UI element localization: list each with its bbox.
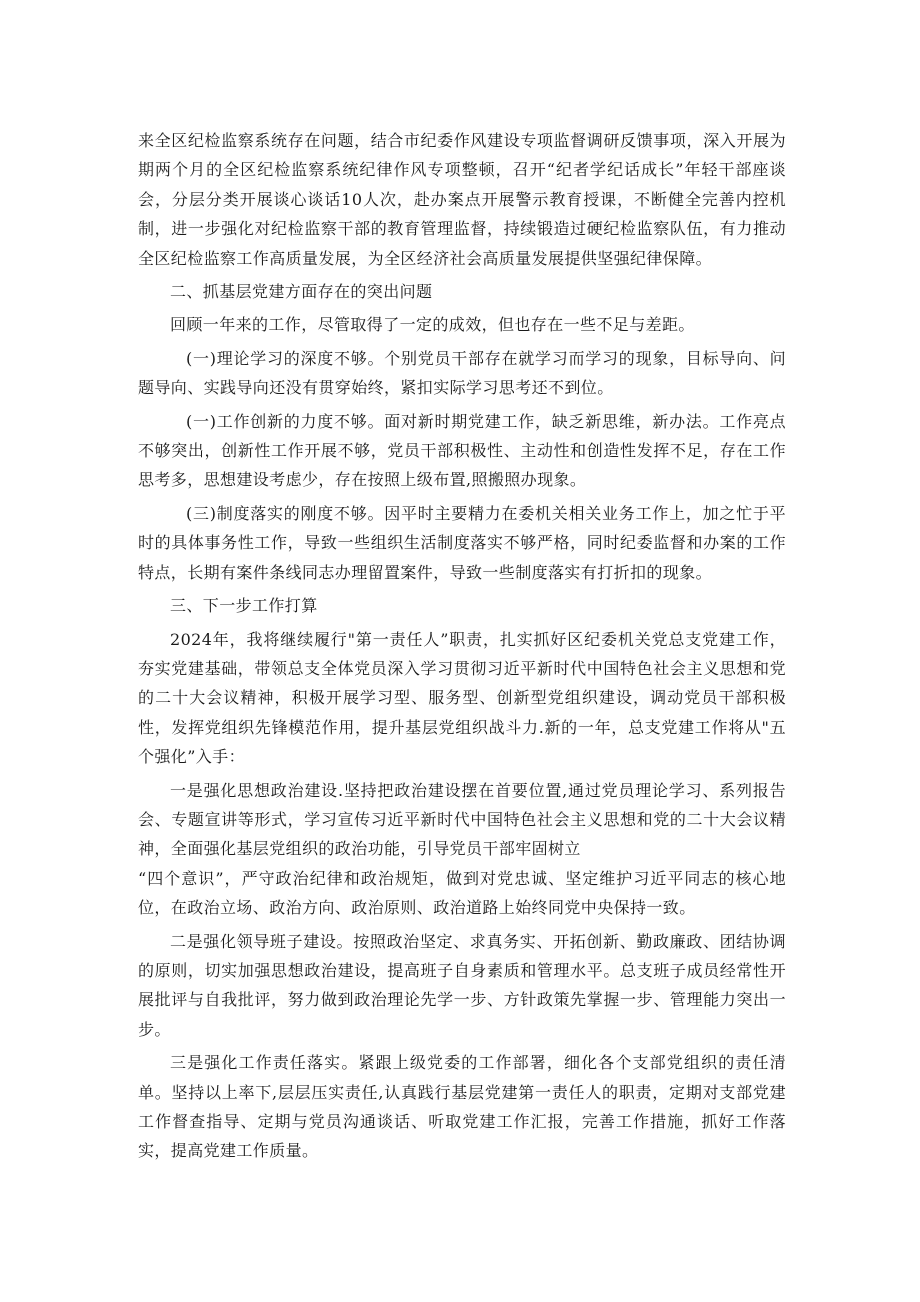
paragraph-plan-1: 一是强化思想政治建设.坚持把政治建设摆在首要位置,通过党员理论学习、系列报告会、专题宣讲等形式，学习宣传习近平新时代中国特色社会主义思想和党的二十大会议精神，全面强化基层党组织的政治功能，引导党员干部牢固树立 [138, 780, 786, 859]
paragraph-continued: 来全区纪检监察系统存在问题，结合市纪委作风建设专项监督调研反馈事项，深入开展为期两个月的全区纪检监察系统纪律作风专项整顿，召开“纪者学纪话成长”年轻干部座谈会，分层分类开展谈心谈话10人次，赴办案点开展警示教育授课，不断健全完善内控机制，进一步强化对纪检监察干部的教育管理监督，持续锻造过硬纪检监察队伍，有力推动全区纪检监察工作高质量发展，为全区经济社会高质量发展提供坚强纪律保障。 [138, 131, 786, 268]
document-body [138, 126, 786, 1166]
paragraph-issue-3: (三)制度落实的刚度不够。因平时主要精力在委机关相关业务工作上，加之忙于平时的具体事务性工作，导致一些组织生活制度落实不够严格，同时纪委监督和办案的工作特点，长期有案件条线同志办理留置案件，导致一些制度落实有打折扣的现象。 [138, 503, 786, 582]
section-heading-3: 三、下一步工作打算 [170, 596, 318, 616]
paragraph-issue-2: (一)工作创新的力度不够。面对新时期党建工作，缺乏新思维，新办法。工作亮点不够突出，创新性工作开展不够，党员干部积极性、主动性和创造性发挥不足，存在工作思考多，思想建设考虑少，存在按照上级布置,照搬照办现象。 [138, 411, 786, 490]
paragraph-plan-intro: 2024年，我将继续履行"第一责任人”职责，扎实抓好区纪委机关党总支党建工作，夯实党建基础，带领总支全体党员深入学习贯彻习近平新时代中国特色社会主义思想和党的二十大会议精神，积极开展学习型、服务型、创新型党组织建设，调动党员干部积极性，发挥党组织先锋模范作用，提升基层党组织战斗力.新的一年，总支党建工作将从"五个强化”入手： [138, 629, 786, 767]
paragraph-issue-1: (一)理论学习的深度不够。个别党员干部存在就学习而学习的现象，目标导向、问题导向、实践导向还没有贯穿始终，紧扣实际学习思考还不到位。 [138, 348, 786, 398]
paragraph-plan-3: 三是强化工作责任落实。紧跟上级党委的工作部署，细化各个支部党组织的责任清单。坚持以上率下,层层压实责任,认真践行基层党建第一责任人的职责，定期对支部党建工作督查指导、定期与党员沟通谈话、听取党建工作汇报，完善工作措施，抓好工作落实，提高党建工作质量。 [138, 1053, 786, 1161]
paragraph-plan-1-continued: “四个意识”，严守政治纪律和政治规矩，做到对党忠诚、坚定维护习近平同志的核心地位，在政治立场、政治方向、政治原则、政治道路上始终同党中央保持一致。 [138, 868, 786, 918]
paragraph-review: 回顾一年来的工作，尽管取得了一定的成效，但也存在一些不足与差距。 [170, 315, 695, 335]
paragraph-plan-2: 二是强化领导班子建设。按照政治坚定、求真务实、开拓创新、勤政廉政、团结协调的原则，切实加强思想政治建设，提高班子自身素质和管理水平。总支班子成员经常性开展批评与自我批评，努力做到政治理论先学一步、方针政策先掌握一步、管理能力突出一步。 [138, 931, 786, 1039]
section-heading-2: 二、抓基层党建方面存在的突出问题 [170, 282, 433, 302]
